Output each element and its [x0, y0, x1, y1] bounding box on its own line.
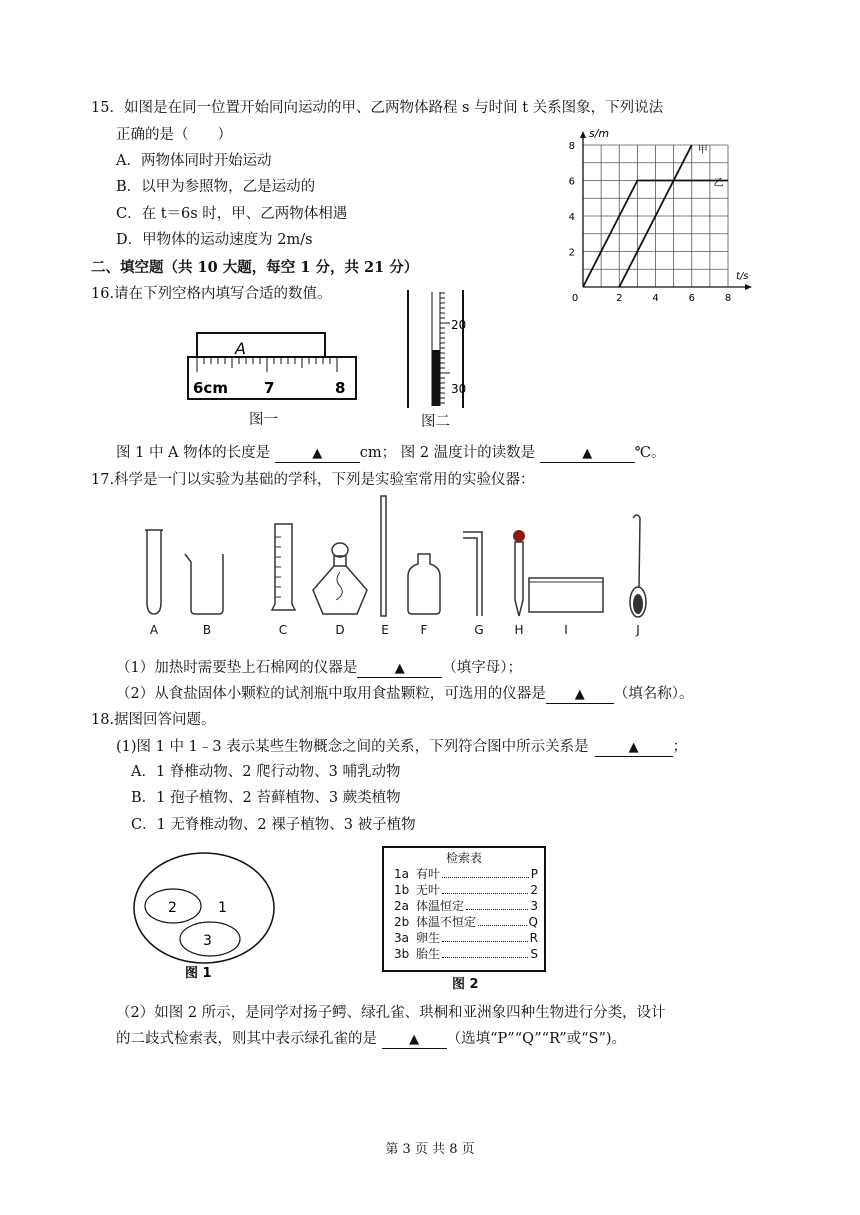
key-row-code: 2b	[394, 915, 410, 929]
key-row-leader	[466, 898, 528, 910]
key-row-code: 3b	[394, 947, 410, 961]
chart-x-tick-label: 6	[688, 293, 695, 304]
lab-instruments-figure	[135, 492, 655, 644]
q18-sub2-line1: （2）如图 2 所示，是同学对扬子鳄、绿孔雀、珙桐和亚洲象四种生物进行分类，设计	[116, 1005, 666, 1021]
key-row	[384, 930, 544, 946]
instrument-label-e: E	[381, 623, 389, 637]
dropper-icon	[515, 542, 523, 616]
blank-triangle: ▲	[312, 446, 323, 461]
key-row-text: 体温恒定	[416, 899, 465, 913]
graduated-cylinder-icon	[272, 524, 295, 610]
instrument-label-h: H	[514, 623, 524, 637]
chart-y-arrow	[580, 131, 586, 138]
instrument-label-d: D	[335, 623, 345, 637]
ruler-label-6cm: 6cm	[193, 379, 228, 397]
q15-option-c: C．在 t＝6s 时，甲、乙两物体相遇	[116, 206, 348, 222]
chart-x-tick-label: 2	[616, 293, 623, 304]
instrument-label-b: B	[202, 623, 212, 637]
q17-sub2	[116, 684, 693, 704]
key-row-leader	[478, 914, 527, 926]
alcohol-lamp-icon	[313, 543, 367, 614]
blank-triangle: ▲	[628, 740, 639, 755]
q17-blank-1[interactable]	[357, 660, 442, 678]
chart-x-arrow	[745, 284, 752, 290]
tray-icon	[529, 578, 603, 612]
q15-option-a: A．两物体同时开始运动	[116, 153, 272, 169]
q16-stem: 16.请在下列空格内填写合适的数值。	[91, 286, 332, 302]
q16-unit-cm: cm；	[359, 445, 397, 461]
fig1-caption: 图一	[249, 412, 278, 428]
key-row-text: 有叶	[416, 867, 441, 881]
ruler-block-label: A	[235, 339, 246, 358]
q17-sub2-text: （2）从食盐固体小颗粒的试剂瓶中取用食盐颗粒，可选用的仪器是	[116, 686, 546, 702]
chart-series-label-jia: 甲	[697, 145, 708, 156]
q16-answer-text-1: 图 1 中 A 物体的长度是	[116, 445, 271, 461]
q17-sub1-text: （1）加热时需要垫上石棉网的仪器是	[116, 660, 358, 676]
instrument-label-j: J	[636, 623, 640, 637]
q18-option-b: B．1 孢子植物、2 苔藓植物、3 蕨类植物	[131, 790, 401, 806]
key-row-code: 1b	[394, 883, 410, 897]
dropper-bulb-icon	[513, 530, 525, 542]
q15-stem-line2: 正确的是（ ）	[116, 127, 232, 143]
key-row-code: 1a	[394, 867, 409, 881]
blank-triangle: ▲	[409, 1032, 420, 1047]
ruler-label-8: 8	[335, 379, 346, 397]
beaker-icon	[185, 554, 223, 614]
key-row-text: 体温不恒定	[416, 915, 477, 929]
blank-triangle: ▲	[582, 446, 593, 461]
q17-blank-2[interactable]	[546, 686, 614, 704]
key-row-leader	[442, 882, 528, 894]
page-footer: 第 3 页 共 8 页	[385, 1142, 475, 1157]
q15-option-d: D．甲物体的运动速度为 2m/s	[116, 232, 313, 248]
key-title: 检索表	[445, 851, 482, 865]
instrument-label-f: F	[420, 623, 428, 637]
fig2-caption: 图二	[421, 414, 450, 430]
section-2-heading: 二、填空题（共 10 大题，每空 1 分，共 21 分）	[91, 259, 419, 276]
key-row-text: 卵生	[416, 931, 441, 945]
q15-st-chart	[545, 125, 770, 305]
venn-figure	[128, 850, 278, 980]
key-row-code: 3a	[394, 931, 409, 945]
q18-blank-2[interactable]	[382, 1031, 447, 1049]
key-row-code: 2a	[394, 899, 409, 913]
venn-label-1: 1	[218, 900, 227, 916]
venn-caption: 图 1	[185, 966, 212, 980]
instrument-label-g: G	[474, 623, 484, 637]
chart-y-tick-label: 4	[568, 212, 575, 223]
key-row-target: 2	[530, 883, 538, 897]
q16-answer-line	[116, 443, 666, 463]
key-row-target: 3	[530, 899, 538, 913]
key-row-leader	[442, 946, 528, 958]
key-caption: 图 2	[452, 977, 479, 992]
key-row-target: Q	[528, 915, 538, 929]
q15-option-b: B．以甲为参照物，乙是运动的	[116, 179, 316, 195]
q18-option-a: A．1 脊椎动物、2 爬行动物、3 哺乳动物	[131, 764, 401, 780]
key-row	[384, 866, 544, 882]
q18-sub2-tail: （选填“P”“Q”“R”或“S”)。	[446, 1031, 627, 1047]
key-row-text: 胎生	[416, 947, 441, 961]
ruler-figure	[185, 330, 360, 402]
q16-unit-celsius: ℃。	[634, 445, 666, 461]
q16-blank-length[interactable]	[275, 445, 360, 463]
key-row-target: S	[530, 947, 538, 961]
key-row	[384, 914, 544, 930]
key-row-target: R	[529, 931, 538, 945]
chart-x-axis-label: t/s	[736, 271, 749, 282]
thermometer-label-20: 20	[451, 318, 467, 332]
q15-stem-line1: 15．如图是在同一位置开始同向运动的甲、乙两物体路程 s 与时间 t 关系图象，下列说法	[91, 100, 664, 116]
venn-label-2: 2	[168, 900, 177, 916]
key-row	[384, 882, 544, 898]
q18-option-c: C．1 无脊椎动物、2 裸子植物、3 被子植物	[131, 817, 416, 833]
q17-sub2-tail: （填名称）。	[613, 686, 694, 702]
q18-stem: 18.据图回答问题。	[91, 712, 216, 728]
key-row	[384, 898, 544, 914]
key-row-leader	[442, 866, 529, 878]
q18-sub1	[116, 737, 687, 757]
glass-tube-icon	[463, 532, 482, 616]
q18-blank-1[interactable]	[595, 739, 673, 757]
q18-sub2-text: 的二歧式检索表，则其中表示绿孔雀的是	[116, 1031, 377, 1047]
q18-sub1-tail: ；	[672, 739, 688, 755]
q18-sub1-text: (1)图 1 中 1﹣3 表示某些生物概念之间的关系，下列符合图中所示关系是	[116, 739, 589, 755]
dichotomous-key-figure	[382, 846, 546, 972]
q17-sub1	[116, 658, 522, 678]
blank-triangle: ▲	[394, 661, 405, 676]
chart-y-tick-label: 6	[568, 176, 575, 188]
blank-triangle: ▲	[574, 687, 585, 702]
thermometer-figure	[405, 288, 470, 410]
thermometer-liquid	[432, 350, 440, 406]
q17-sub1-tail: （填字母）；	[442, 660, 522, 676]
chart-y-tick-label: 2	[568, 247, 575, 259]
q18-sub2-line2	[116, 1029, 626, 1049]
chart-y-axis-label: s/m	[589, 127, 610, 140]
thermometer-label-30: 30	[451, 382, 467, 396]
test-tube-icon	[145, 530, 163, 614]
chart-x-tick-label: 0	[571, 293, 579, 304]
q16-answer-text-2: 图 2 温度计的读数是	[400, 445, 536, 461]
chart-x-tick-label: 8	[724, 293, 732, 304]
key-row-target: P	[530, 867, 538, 881]
key-row-leader	[442, 930, 528, 942]
key-row-text: 无叶	[416, 883, 441, 897]
venn-label-3: 3	[203, 933, 212, 949]
chart-x-tick-label: 4	[652, 293, 659, 304]
key-row	[384, 946, 544, 962]
q17-stem: 17.科学是一门以实验为基础的学科，下列是实验室常用的实验仪器：	[91, 472, 535, 488]
chart-series-label-yi: 乙	[713, 177, 724, 189]
instrument-label-i: I	[564, 623, 568, 637]
reagent-bottle-icon	[408, 554, 440, 614]
ruler-label-7: 7	[264, 379, 275, 397]
chart-y-tick-label: 8	[568, 141, 575, 152]
instrument-label-c: C	[278, 623, 288, 637]
instrument-label-a: A	[149, 623, 159, 637]
glass-rod-icon	[381, 496, 386, 616]
q16-blank-temperature[interactable]	[540, 445, 635, 463]
